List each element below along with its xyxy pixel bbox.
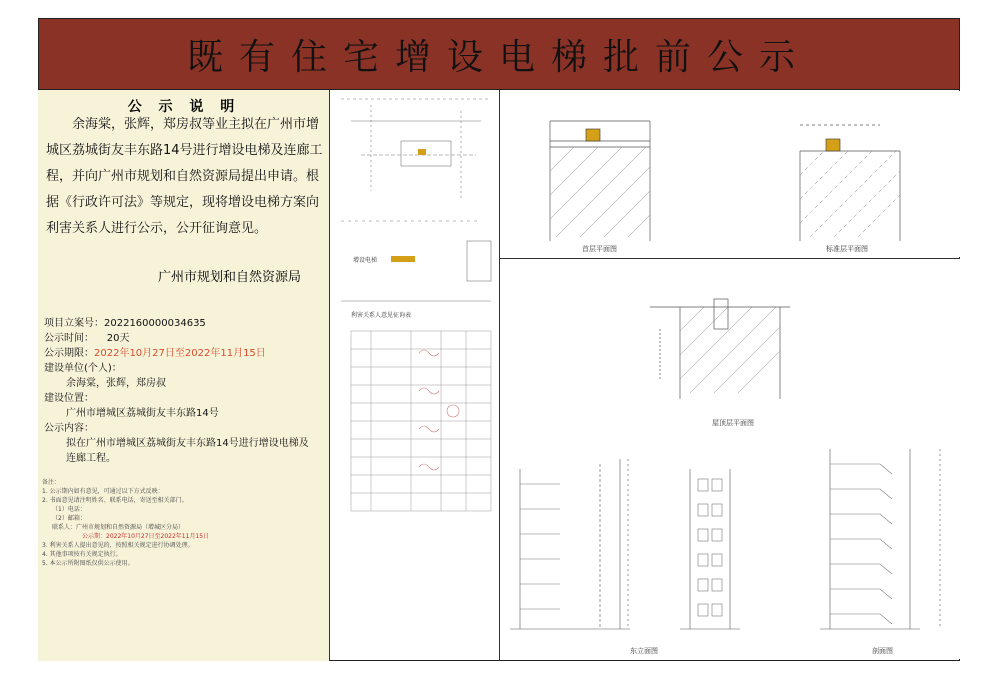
range-row: 公示期限：2022年10月27日至2022年11月15日	[44, 348, 266, 359]
elevations-drawing	[500, 259, 960, 659]
location-value: 广州市增城区荔城街友丰东路14号	[66, 408, 219, 419]
notes-line: （1）电话：	[52, 506, 86, 513]
elev3-caption: 剖面图	[872, 647, 893, 655]
plan1-caption: 首层平面图	[582, 245, 617, 253]
content-value: 拟在广州市增城区荔城街友丰东路14号进行增设电梯及连廊工程。	[66, 438, 309, 464]
site-plan-drawing	[331, 91, 498, 659]
builder-value: 余海棠，张辉，郑房叔	[66, 378, 166, 389]
notes-line: （2）邮箱：	[52, 515, 86, 522]
builder-label: 建设单位(个人)：	[44, 363, 122, 374]
plans-panel	[500, 91, 960, 257]
case-row: 项目立案号：2022160000034635	[44, 318, 206, 329]
notes-title: 备注：	[42, 479, 61, 486]
legend-label: 增设电梯	[353, 257, 378, 264]
content-label: 公示内容：	[44, 423, 94, 434]
notes-line: 2. 书面意见请注明姓名、联系电话，寄送至相关部门。	[42, 497, 188, 504]
notice-org: 广州市规划和自然资源局	[158, 270, 302, 285]
notice-heading: 公 示 说 明	[127, 99, 241, 115]
table-caption: 利害关系人意见征询表	[351, 312, 412, 319]
notice-body: 余海棠，张辉，郑房叔等业主拟在广州市增城区荔城街友丰东路14号进行增设电梯及连廊工程，并向广州市规划和自然资源局提出申请。根据《行政许可法》等规定，现将增设电梯方案向利害关系人进行公示，公开征询意见。	[46, 117, 323, 236]
floor-plans-drawing	[500, 91, 960, 257]
site-plan-panel	[331, 91, 498, 659]
notes-line: 4. 其他事项按有关规定执行。	[42, 551, 122, 558]
plan2-caption: 标准层平面图	[826, 245, 868, 253]
notes-line: 1. 公示期内如有意见，可通过以下方式反映：	[42, 488, 164, 495]
plan3-caption: 屋顶层平面图	[712, 419, 754, 427]
notes-line: 联系人：广州市规划和自然资源局（增城区分局）	[52, 524, 185, 531]
location-label: 建设位置：	[44, 393, 94, 404]
notes-line: 3. 利害关系人提出意见的，按照相关规定进行协调处理。	[42, 542, 194, 549]
project-info	[44, 316, 328, 466]
page-title: 既有住宅增设电梯批前公示	[186, 36, 811, 78]
elev1-caption: 东立面图	[630, 647, 658, 655]
elevations-panel	[500, 259, 960, 659]
notes-line: 5. 本公示所附图纸仅供公示使用。	[42, 560, 134, 567]
notice-panel	[38, 90, 330, 661]
period-row: 公示时间： 20天	[44, 333, 130, 344]
notes-red-line: 公示期：2022年10月27日至2022年11月15日	[82, 533, 210, 540]
notes-block	[42, 478, 328, 568]
